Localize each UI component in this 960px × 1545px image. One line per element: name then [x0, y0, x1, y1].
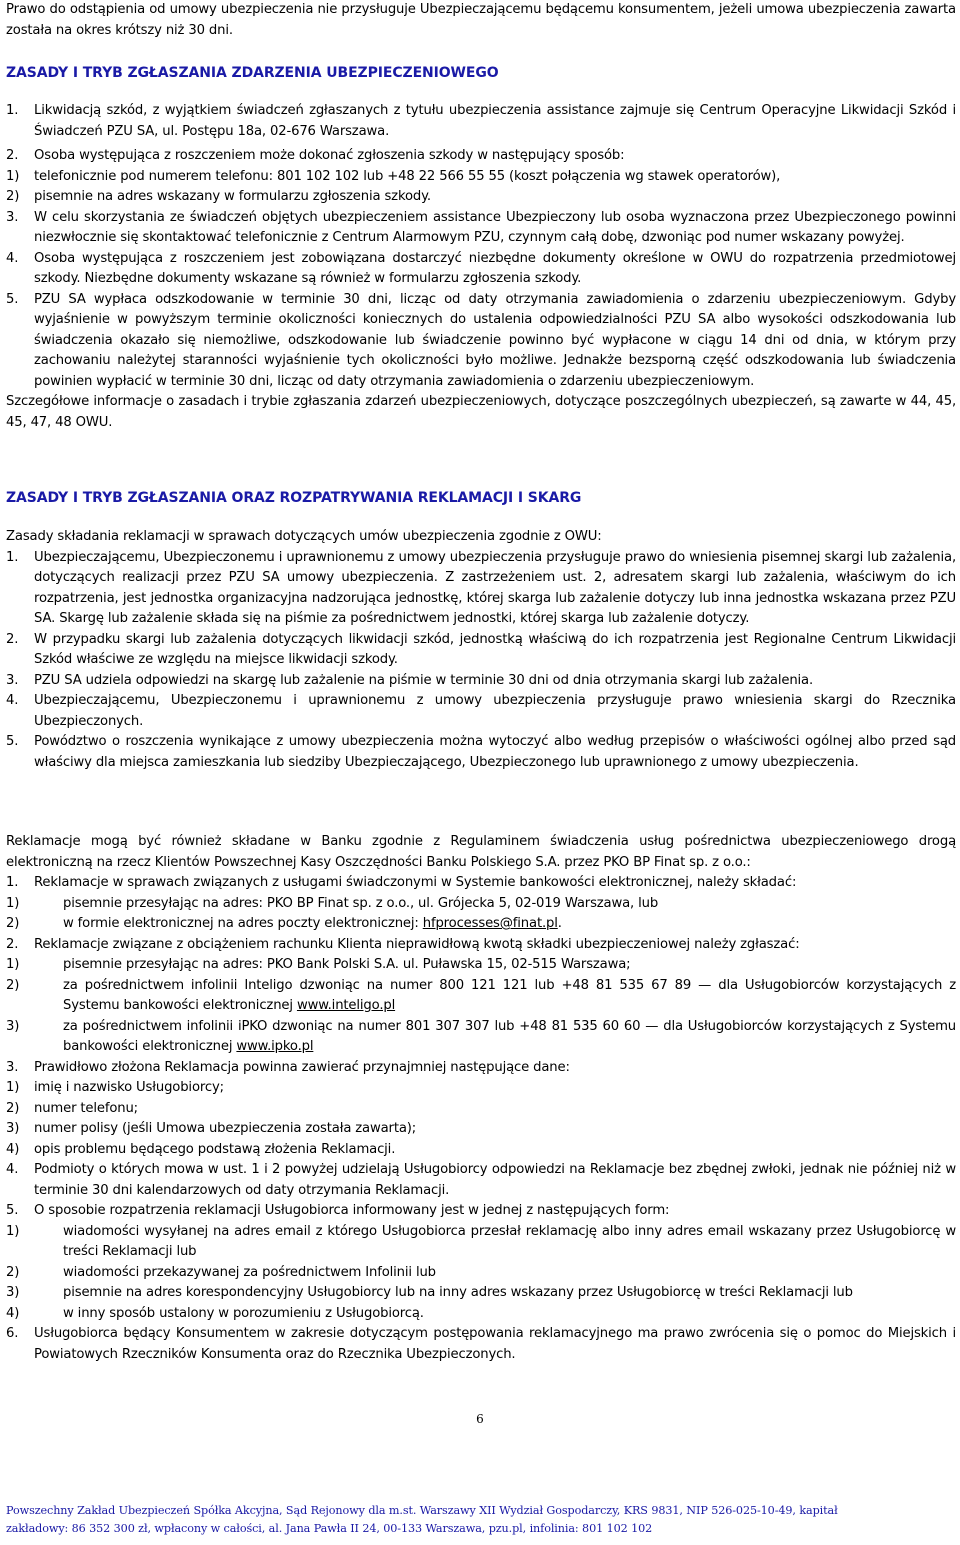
- sublist-item: 3) za pośrednictwem infolinii iPKO dzwoniąc na numer 801 307 307 lub +48 81 535 60 60 — dla Usługobiorców korzystających z Systemu bankowości elektronicznej www.ipko.pl: [6, 1018, 956, 1054]
- list-item: 1. Likwidacją szkód, z wyjątkiem świadczeń zgłaszanych z tytułu ubezpieczenia assistance zajmuje się Centrum Operacyjne Likwidacji Szkód i Świadczeń PZU SA, ul. Postępu 18a, 02-676 Warszawa.: [6, 103, 956, 139]
- section3-list: [6, 832, 956, 1365]
- list-item: 4. Podmioty o których mowa w ust. 1 i 2 powyżej udzielają Usługobiorcy odpowiedzi na Reklamacje bez zbędnej zwłoki, jednak nie później niż w terminie 30 dni kalendarzowych od daty otrzymania Reklamacji.: [6, 1162, 956, 1198]
- sublist-item: 4) opis problemu będącego podstawą złożenia Reklamacji.: [6, 1141, 396, 1157]
- list-item: 2. Reklamacje związane z obciążeniem rachunku Klienta nieprawidłową kwotą składki ubezpieczeniowej należy zgłaszać:: [6, 936, 800, 952]
- sublist-item: 1) wiadomości wysyłanej na adres email z którego Usługobiorca przesłał reklamację albo inny adres email wskazany przez Usługobiorcę w treści Reklamacji lub: [6, 1223, 956, 1259]
- list-item: 3. W celu skorzystania ze świadczeń objętych ubezpieczeniem assistance Ubezpieczony lub osoba wyznaczona przez Ubezpieczonego powinni niezwłocznie się skontaktować telefonicznie z Centrum Alarmowym PZU, czynnym całą dobę, dzwoniąc pod numer wskazany powyżej.: [6, 209, 956, 245]
- sublist-item: 2) w formie elektronicznej na adres poczty elektronicznej: hfprocesses@finat.pl.: [6, 916, 562, 931]
- section1-closing: Szczegółowe informacje o zasadach i trybie zgłaszania zdarzeń ubezpieczeniowych, dotyczące poszczególnych ubezpieczeń, są zawarte w 44, 45, 45, 47, 48 OWU.: [6, 394, 956, 430]
- sublist-item: 1) telefonicznie pod numerem telefonu: 801 102 102 lub +48 22 566 55 55 (koszt połączenia wg stawek operatorów),: [6, 168, 781, 184]
- email-link[interactable]: hfprocesses@finat.pl: [422, 916, 558, 931]
- section2-lead: Zasady składania reklamacji w sprawach dotyczących umów ubezpieczenia zgodnie z OWU:: [6, 529, 602, 544]
- list-item: 2. W przypadku skargi lub zażalenia dotyczących likwidacji szkód, jednostką właściwą do ich rozpatrzenia jest Regionalne Centrum Likwidacji Szkód właściwe ze względu na miejsce likwidacji szkody.: [6, 631, 956, 667]
- section3-lead: Reklamacje mogą być również składane w Banku zgodnie z Regulaminem świadczenia usług pośrednictwa ubezpieczeniowego drogą elektroniczną na rzecz Klientów Powszechnej Kasy Oszczędności Banku Polskiego S.A. przez PKO BP Finat sp. z o.o.:: [6, 834, 956, 870]
- page-number: 6: [476, 1412, 484, 1426]
- ipko-link[interactable]: www.ipko.pl: [236, 1039, 314, 1054]
- intro-paragraph: Prawo do odstąpienia od umowy ubezpieczenia nie przysługuje Ubezpieczającemu będącemu konsumentem, jeżeli umowa ubezpieczenia zawarta została na okres krótszy niż 30 dni.: [6, 2, 956, 38]
- sublist-item: 1) imię i nazwisko Usługobiorcy;: [6, 1080, 224, 1095]
- page-footer: [6, 1502, 956, 1538]
- sublist-item: 3) numer polisy (jeśli Umowa ubezpieczenia została zawarta);: [6, 1121, 417, 1136]
- list-item: 3. PZU SA udziela odpowiedzi na skargę lub zażalenie na piśmie w terminie 30 dni od dnia otrzymania skargi lub zażalenia.: [6, 672, 814, 688]
- sublist-item: 2) za pośrednictwem infolinii Inteligo dzwoniąc na numer 800 121 121 lub +48 81 535 67 89 — dla Usługobiorców korzystających z Systemu bankowości elektronicznej www.inteligo.pl: [6, 977, 956, 1013]
- list-item: 4. Osoba występująca z roszczeniem jest zobowiązana dostarczyć niezbędne dokumenty określone w OWU do rozpatrzenia przedmiotowej szkody. Niezbędne dokumenty wskazane są również w formularzu zgłoszenia szkody.: [6, 250, 956, 286]
- section1-list: [6, 101, 956, 433]
- section2-list: [6, 527, 956, 773]
- list-item: 5. O sposobie rozpatrzenia reklamacji Usługobiorca informowany jest w jednej z następujących form:: [6, 1203, 670, 1218]
- sublist-item: 3) pisemnie na adres korespondencyjny Usługobiorcy lub na inny adres wskazany przez Usługobiorcę w treści Reklamacji lub: [6, 1285, 853, 1300]
- sublist-item: 1) pisemnie przesyłając na adres: PKO BP Finat sp. z o.o., ul. Grójecka 5, 02-019 Warszawa, lub: [6, 895, 659, 911]
- sublist-item: 2) numer telefonu;: [6, 1100, 138, 1116]
- list-item: 6. Usługobiorca będący Konsumentem w zakresie dotyczącym postępowania reklamacyjnego ma prawo zwrócenia się o pomoc do Miejskich i Powiatowych Rzeczników Konsumenta oraz do Rzecznika Ubezpieczonych.: [6, 1326, 956, 1362]
- sublist-item: 4) w inny sposób ustalony w porozumieniu z Usługobiorcą.: [6, 1305, 424, 1321]
- footer-line: zakładowy: 86 352 300 zł, wpłacony w całości, al. Jana Pawła II 24, 00-133 Warszawa, pzu.pl, infolinia: 801 102 102: [6, 1522, 653, 1535]
- section1-heading: ZASADY I TRYB ZGŁASZANIA ZDARZENIA UBEZPIECZENIOWEGO: [6, 65, 499, 81]
- list-item: 2. Osoba występująca z roszczeniem może dokonać zgłoszenia szkody w następujący sposób:: [6, 148, 625, 163]
- sublist: [6, 167, 956, 208]
- section2-heading: ZASADY I TRYB ZGŁASZANIA ORAZ ROZPATRYWANIA REKLAMACJI I SKARG: [6, 490, 582, 506]
- list-item: 3. Prawidłowo złożona Reklamacja powinna zawierać przynajmniej następujące dane:: [6, 1059, 570, 1075]
- sublist-item: 2) pisemnie na adres wskazany w formularzu zgłoszenia szkody.: [6, 189, 431, 204]
- list-item: 1. Ubezpieczającemu, Ubezpieczonemu i uprawnionemu z umowy ubezpieczenia przysługuje prawo do wniesienia pisemnej skargi lub zażalenia, dotyczących realizacji przez PZU SA umowy ubezpieczenia. Z zastrzeżeniem ust. 2, adresatem skargi lub zażalenia, właściwym do ich rozpatrzenia, jest jednostka organizacyjna nadzorująca jednostkę, której skarga lub zażalenie dotyczy lub inna jednostka wskazana przez PZU SA. Skargę lub zażalenie składa się na piśmie za pośrednictwem jednostki, której skarga lub zażalenie dotyczy.: [6, 549, 956, 626]
- inteligo-link[interactable]: www.inteligo.pl: [296, 998, 396, 1013]
- sublist: [6, 1078, 956, 1160]
- footer-line: Powszechny Zakład Ubezpieczeń Spółka Akcyjna, Sąd Rejonowy dla m.st. Warszawy XII Wydział Gospodarczy, KRS 9831, NIP 526-025-10-49, kapitał: [6, 1504, 838, 1517]
- list-item: 5. Powództwo o roszczenia wynikające z umowy ubezpieczenia można wytoczyć albo według przepisów o właściwości ogólnej albo przed sąd właściwy dla miejsca zamieszkania lub siedziby Ubezpieczającego, Ubezpieczonego lub uprawnionego z umowy ubezpieczenia.: [6, 734, 956, 770]
- sublist-item: 1) pisemnie przesyłając na adres: PKO Bank Polski S.A. ul. Puławska 15, 02-515 Warszawa;: [6, 957, 631, 972]
- sublist-item: 2) wiadomości przekazywanej za pośrednictwem Infolinii lub: [6, 1264, 436, 1280]
- list-item: 5. PZU SA wypłaca odszkodowanie w terminie 30 dni, licząc od daty otrzymania zawiadomienia o zdarzeniu ubezpieczeniowym. Gdyby wyjaśnienie w powyższym terminie okoliczności koniecznych do ustalenia odpowiedzialności PZU SA albo wysokości odszkodowania lub świadczenia okazało się niemożliwe, odszkodowanie lub świadczenie powinno być wypłacone w ciągu 14 dni od dnia, w którym przy zachowaniu należytej staranności wyjaśnienie tych okoliczności było możliwe. Jednakże bezsporną część odszkodowania lub świadczenia powinien wypłacić w terminie 30 dni, licząc od daty otrzymania zawiadomienia o zdarzeniu ubezpieczeniowym.: [6, 291, 956, 389]
- list-item: 1. Reklamacje w sprawach związanych z usługami świadczonymi w Systemie bankowości elektronicznej, należy składać:: [6, 875, 797, 890]
- list-item: 4. Ubezpieczającemu, Ubezpieczonemu i uprawnionemu z umowy ubezpieczenia przysługuje prawo wniesienia skargi do Rzecznika Ubezpieczonych.: [6, 693, 956, 729]
